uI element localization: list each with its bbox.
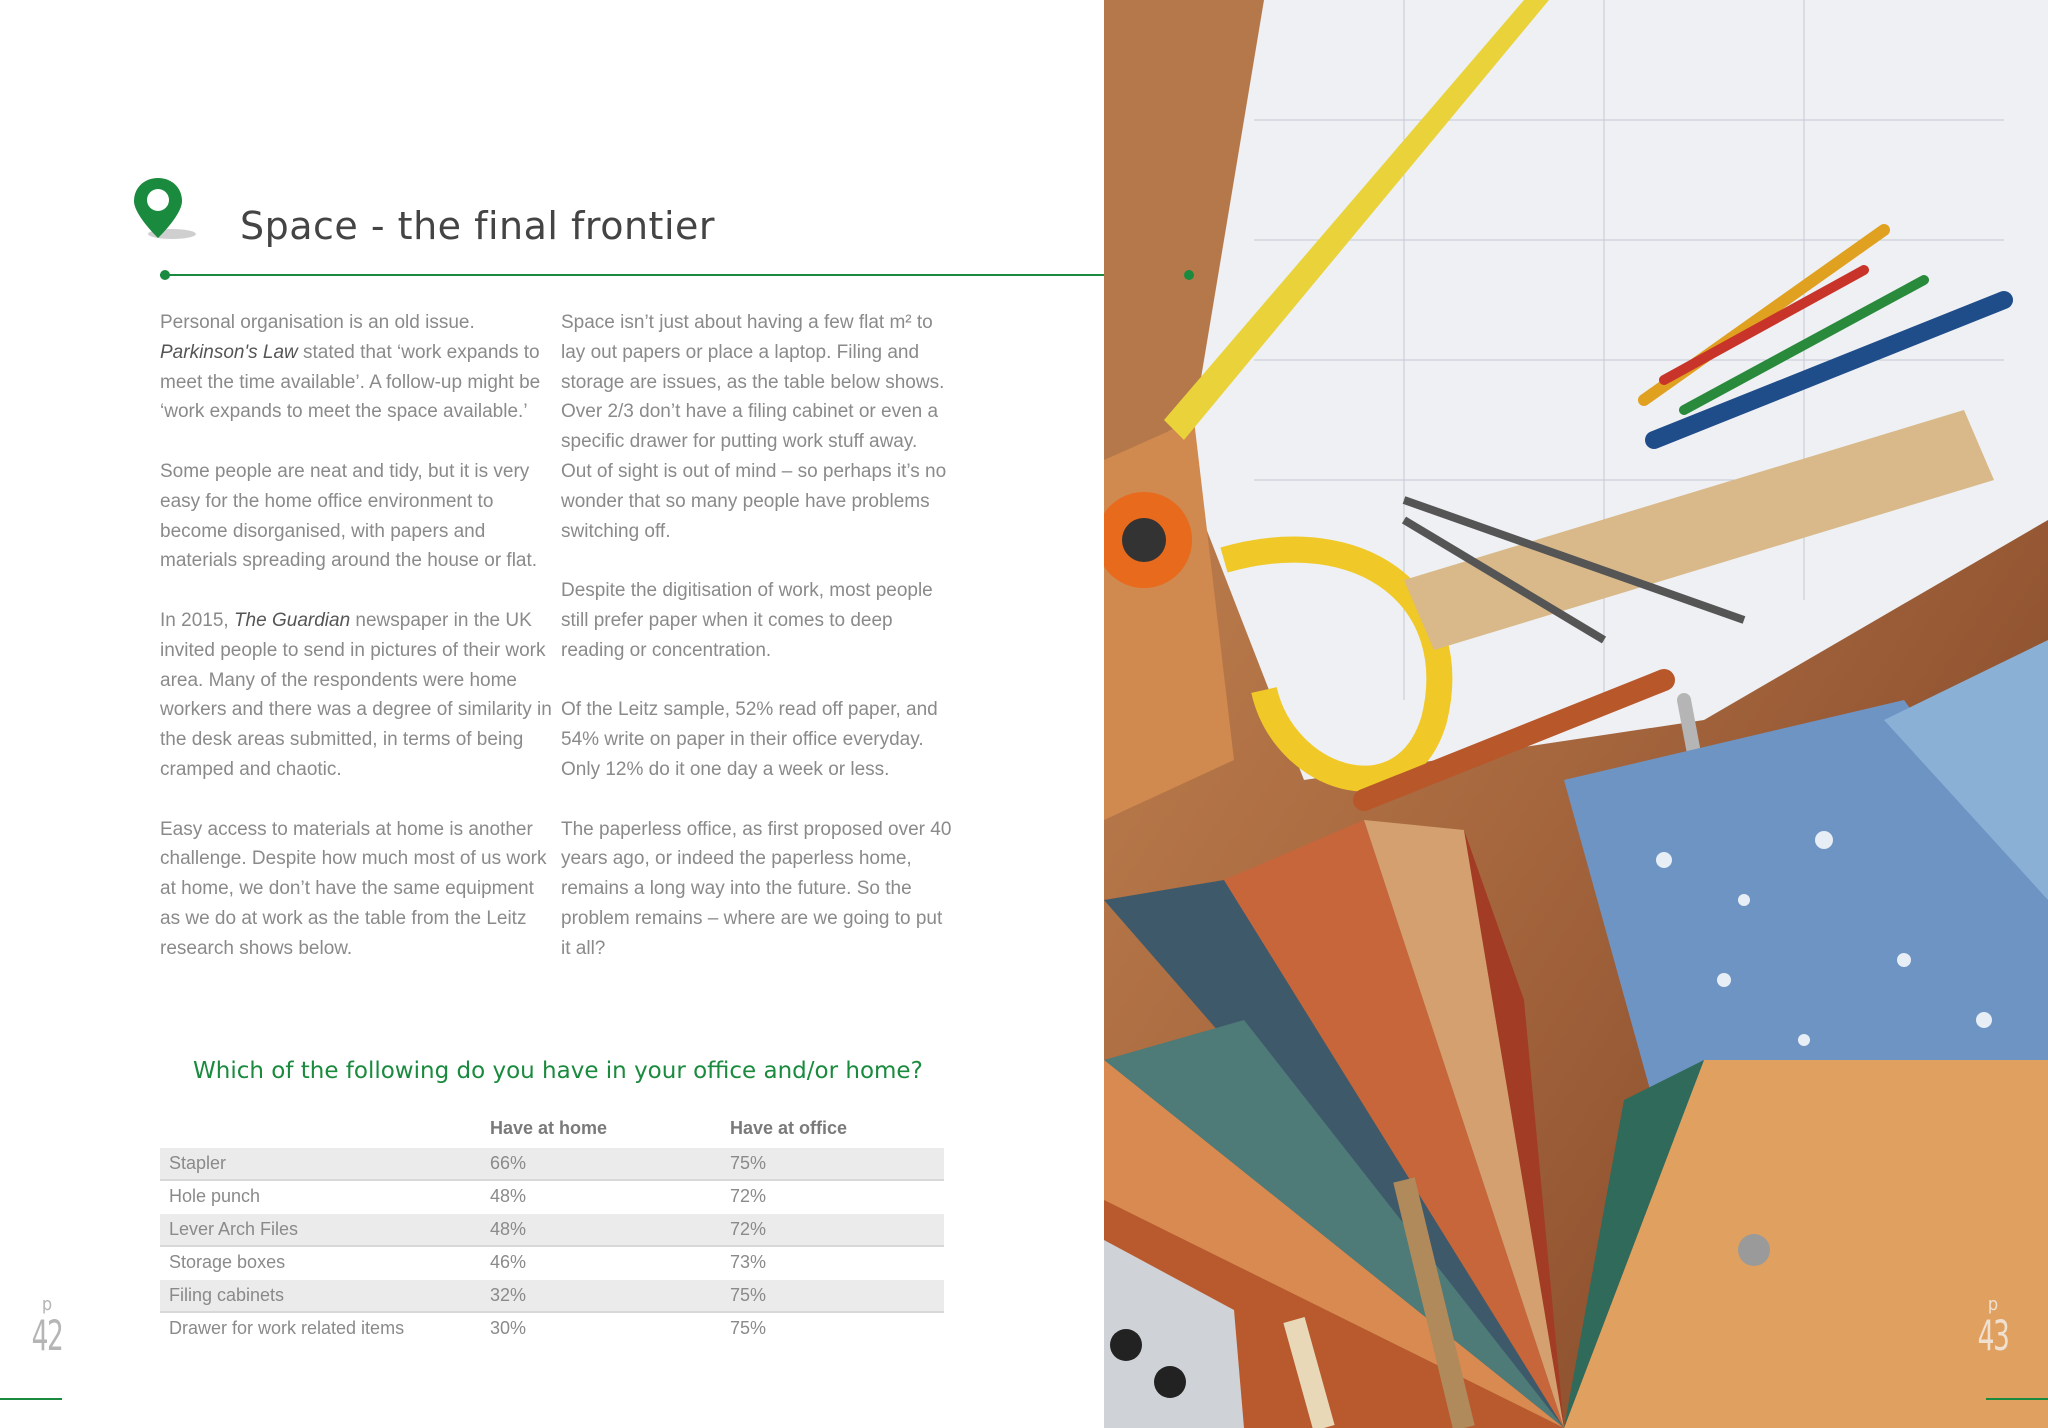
cell-home: 46%: [490, 1252, 527, 1272]
paragraph: Easy access to materials at home is another challenge. Despite how much most of us work at home, we don’t have the same equipment as we do at work as the table from the Leitz research shows below.: [160, 818, 547, 959]
paragraph: Despite the digitisation of work, most people still prefer paper when it comes to deep reading or concentration.: [561, 580, 933, 661]
cell-item: Lever Arch Files: [169, 1219, 299, 1239]
paragraph: Of the Leitz sample, 52% read off paper, and 54% write on paper in their office everyday. Only 12% do it one day a week or less.: [561, 699, 938, 780]
header-home: Have at home: [490, 1118, 608, 1138]
cell-office: 75%: [730, 1153, 767, 1173]
rule-dot-left: [160, 270, 170, 280]
rule-dot-right: [1184, 270, 1194, 280]
page-rule-left: [0, 1398, 62, 1400]
cell-home: 48%: [490, 1186, 527, 1206]
equipment-table: [160, 1114, 944, 1346]
page-number-left: [22, 1296, 72, 1358]
cell-office: 75%: [730, 1285, 767, 1305]
desk-supplies-illustration: [1104, 0, 2048, 1428]
heading-rule: [160, 274, 1190, 276]
page-rule-right: [1986, 1398, 2048, 1400]
location-pin-icon: [130, 174, 200, 244]
page-number-right: [1968, 1296, 2018, 1358]
page-title: Space - the final frontier: [240, 204, 716, 248]
cell-home: 32%: [490, 1285, 527, 1305]
cell-item: Stapler: [169, 1153, 227, 1173]
cell-item: Storage boxes: [169, 1252, 286, 1272]
desk-photo: [1104, 0, 2048, 1428]
table-title: Which of the following do you have in your office and/or home?: [193, 1058, 923, 1084]
cell-office: 72%: [730, 1219, 767, 1239]
cell-office: 72%: [730, 1186, 767, 1206]
table-row: [160, 1148, 944, 1181]
paragraph: The paperless office, as first proposed over 40 years ago, or indeed the paperless home, remains a long way into the future. So the problem remains – where are we going to put it all?: [561, 818, 952, 959]
paragraph: Some people are neat and tidy, but it is very easy for the home office environment to become disorganised, with papers and materials spreading around the house or flat.: [160, 460, 538, 572]
cell-home: 30%: [490, 1318, 527, 1338]
paragraph: Space isn’t just about having a few flat m² to lay out papers or place a laptop. Filing and storage are issues, as the table below shows. Over 2/3 don’t have a filing cabinet or even a specific drawer for putting work stuff away. Out of sight is out of mind – so perhaps it’s no wonder that so many people have problems switching off.: [561, 312, 947, 542]
page-number: 42: [31, 1311, 63, 1360]
cell-item: Filing cabinets: [169, 1285, 285, 1305]
paragraph: In 2015, The Guardian newspaper in the UK invited people to send in pictures of their work area. Many of the respondents were home workers and there was a degree of similarity in the desk areas submitted, in terms of being cramped and chaotic.: [160, 609, 552, 780]
table-row: [160, 1280, 944, 1313]
page-number: 43: [1977, 1311, 2009, 1360]
cell-item: Drawer for work related items: [169, 1318, 405, 1338]
cell-office: 75%: [730, 1318, 767, 1338]
text-column-left: [160, 308, 552, 993]
table-row: [160, 1313, 944, 1346]
cell-item: Hole punch: [169, 1186, 261, 1206]
table-row: [160, 1214, 944, 1247]
paragraph: Personal organisation is an old issue. Parkinson's Law stated that ‘work expands to meet the time available’. A follow-up might be ‘work expands to meet the space available.’: [160, 312, 541, 423]
cell-home: 66%: [490, 1153, 527, 1173]
header-office: Have at office: [730, 1118, 848, 1138]
text-column-right: [561, 308, 953, 993]
cell-office: 73%: [730, 1252, 767, 1272]
cell-home: 48%: [490, 1219, 527, 1239]
page-prefix: p: [1987, 1294, 1999, 1315]
table-header: [160, 1114, 944, 1148]
page-prefix: p: [41, 1294, 53, 1315]
table-row: [160, 1181, 944, 1214]
table-row: [160, 1247, 944, 1280]
